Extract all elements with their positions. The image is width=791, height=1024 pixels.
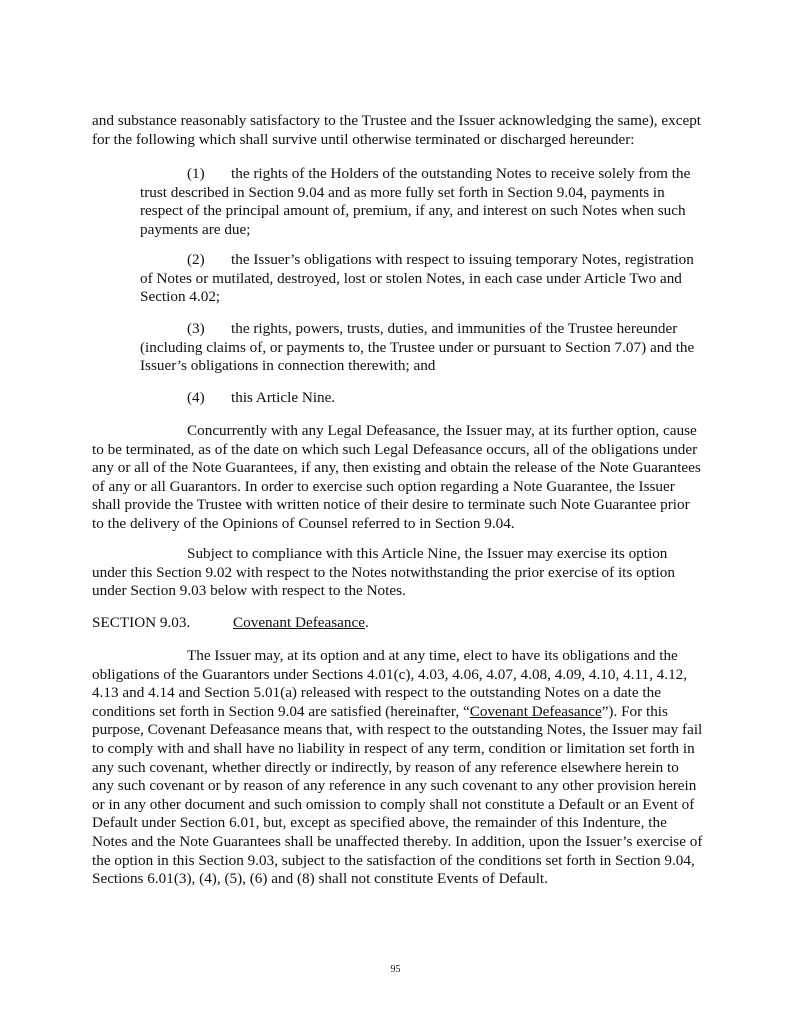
list-item-text: this Article Nine. (231, 389, 336, 406)
section-number: SECTION 9.03. (92, 614, 191, 631)
list-item-number: (2) (187, 251, 205, 268)
list-item-number: (1) (187, 165, 205, 182)
list-item-text: the rights of the Holders of the outstanding Notes to receive solely from the trust described in Section 9.04 and as more fully set forth in Section 9.04, payments in respect of the principal amount of, premium, if any, and interest on such Notes when such payments are due; (140, 165, 691, 238)
list-item-3 (140, 320, 700, 376)
covenant-text-after-term: ”). For this purpose, Covenant Defeasance means that, with respect to the outstanding Notes, the Issuer may fail to comply with and shall have no liability in respect of any term, condition or limitation set forth in any such covenant, whether directly or indirectly, by reason of any reference elsewhere herein to any such covenant or by reason of any reference in any such covenant to any other provision herein or in any other document and such omission to comply shall not constitute a Default or an Event of Default under Section 6.01, but, except as specified above, the remainder of this Indenture, the Notes and the Note Guarantees shall be unaffected thereby. In addition, upon the Issuer’s exercise of the option in this Section 9.03, subject to the satisfaction of the conditions set forth in Section 9.04, Sections 6.01(3), (4), (5), (6) and (8) shall not constitute Events of Default. (92, 702, 703, 888)
list-item-text: the rights, powers, trusts, duties, and immunities of the Trustee hereunder (including claims of, or payments to, the Trustee under or pursuant to Section 7.07) and the Issuer’s obligations in connection therewith; and (140, 320, 695, 375)
opening-paragraph: and substance reasonably satisfactory to the Trustee and the Issuer acknowledging the same), except for the following which shall survive until otherwise terminated or discharged hereunder: (92, 112, 702, 148)
list-item-text: the Issuer’s obligations with respect to issuing temporary Notes, registration of Notes or mutilated, destroyed, lost or stolen Notes, in each case under Article Two and Section 4.02; (140, 251, 694, 306)
concurrently-paragraph: Concurrently with any Legal Defeasance, the Issuer may, at its further option, cause to be terminated, as of the date on which such Legal Defeasance occurs, all of the obligations under any or all of the Note Guarantees, if any, then existing and obtain the release of the Note Guarantees of any or all Guarantors. In order to exercise such option regarding a Note Guarantee, the Issuer shall provide the Trustee with written notice of their desire to terminate such Note Guarantee prior to the delivery of the Opinions of Counsel referred to in Section 9.04. (92, 422, 701, 532)
list-item-number: (3) (187, 320, 205, 337)
list-item-1 (140, 165, 700, 239)
section-heading (92, 614, 704, 633)
list-item-2 (140, 251, 700, 307)
section-title: Covenant Defeasance (233, 614, 365, 631)
section-title-punctuation: . (364, 614, 369, 631)
covenant-text-before-term: The Issuer may, at its option and at any time, elect to have its obligations and the obligations of the Guarantors under Sections 4.01(c), 4.03, 4.06, 4.07, 4.08, 4.09, 4.10, 4.11, 4.12, 4.13 and 4.14 and Section 5.01(a) released with respect to the outstanding Notes on a date the conditions set forth in Section 9.04 are satisfied (hereinafter, “ (92, 647, 688, 720)
page-number: 95 (390, 964, 401, 975)
list-item-number: (4) (187, 389, 205, 406)
defined-term-covenant-defeasance: Covenant Defeasance (469, 702, 602, 720)
list-item-4 (140, 389, 700, 408)
covenant-defeasance-paragraph (92, 647, 704, 889)
subject-paragraph: Subject to compliance with this Article Nine, the Issuer may exercise its option under this Section 9.02 with respect to the Notes notwithstanding the prior exercise of its option under Section 9.03 below with respect to the Notes. (92, 545, 675, 600)
